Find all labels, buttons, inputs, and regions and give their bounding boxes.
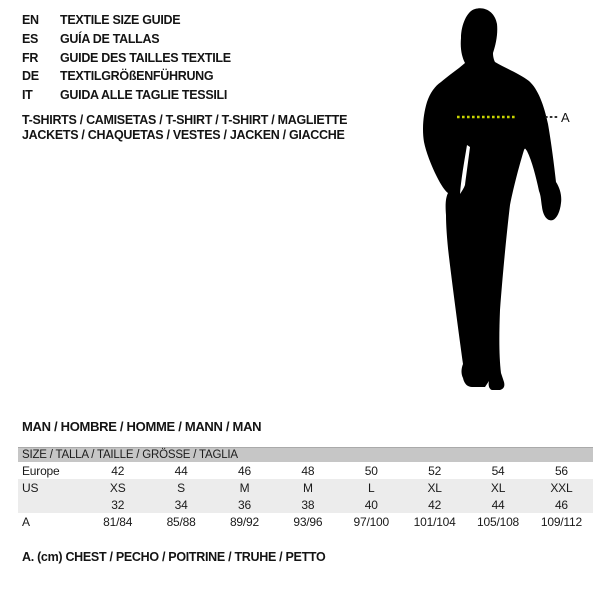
size-cell: M	[239, 480, 250, 495]
size-cell: 109/112	[540, 514, 582, 529]
man-silhouette	[423, 8, 561, 390]
section-title-man: MAN / HOMBRE / HOMME / MANN / MAN	[22, 419, 262, 434]
size-cell: 32	[111, 497, 125, 512]
size-cell: 44	[491, 497, 505, 512]
table-row-label: Europe	[22, 463, 60, 478]
table-row	[18, 496, 593, 513]
language-title: TEXTILGRÖßENFÜHRUNG	[60, 69, 214, 84]
table-row-label: US	[22, 480, 39, 495]
size-table-body	[18, 462, 593, 530]
size-cell: 54	[491, 463, 505, 478]
language-title: GUIDA ALLE TAGLIE TESSILI	[60, 88, 228, 103]
man-figure	[415, 5, 585, 395]
size-cell: 52	[428, 463, 442, 478]
language-code: DE	[22, 69, 39, 84]
language-code: ES	[22, 32, 39, 47]
category-line-jackets: JACKETS / CHAQUETAS / VESTES / JACKEN / GIACCHE	[22, 128, 345, 143]
size-cell: 93/96	[293, 514, 323, 529]
size-cell: XL	[490, 480, 506, 495]
language-code: IT	[22, 88, 33, 103]
size-cell: 48	[301, 463, 315, 478]
language-row	[22, 86, 231, 105]
size-cell: 46	[554, 497, 568, 512]
language-list	[22, 11, 231, 104]
size-cell: S	[177, 480, 185, 495]
language-row	[22, 67, 231, 86]
language-title: GUIDE DES TAILLES TEXTILE	[60, 50, 231, 65]
size-cell: M	[302, 480, 313, 495]
size-cell: 89/92	[229, 514, 259, 529]
table-row	[18, 513, 593, 530]
size-cell: 42	[428, 497, 442, 512]
size-cell: 81/84	[103, 514, 133, 529]
size-cell: 101/104	[413, 514, 456, 529]
language-title: TEXTILE SIZE GUIDE	[60, 13, 181, 28]
table-row-label	[18, 496, 86, 513]
size-cell: XS	[109, 480, 126, 495]
size-cell: 36	[238, 497, 251, 512]
size-cell: 46	[238, 463, 251, 478]
language-code: FR	[22, 50, 39, 65]
size-table-grid	[18, 462, 593, 530]
size-table-header: SIZE / TALLA / TAILLE / GRÖSSE / TAGLIA	[18, 447, 593, 462]
size-cell: 50	[364, 463, 378, 478]
size-cell: XXL	[550, 480, 573, 495]
size-cell: 42	[111, 463, 125, 478]
size-cell: 34	[174, 497, 188, 512]
size-cell: 38	[301, 497, 315, 512]
category-line-tshirts: T-SHIRTS / CAMISETAS / T-SHIRT / T-SHIRT / MAGLIETTE	[22, 113, 348, 127]
measure-label-a: A	[561, 110, 570, 125]
size-cell: XL	[427, 480, 442, 495]
language-row	[22, 11, 231, 30]
size-table	[18, 447, 593, 530]
language-row	[22, 48, 231, 67]
language-row	[22, 30, 231, 49]
size-cell: 85/88	[166, 514, 196, 529]
table-row-label: A	[22, 514, 30, 529]
table-row	[18, 479, 593, 496]
size-cell: 105/108	[477, 514, 520, 529]
size-cell: 40	[364, 497, 378, 512]
table-row	[18, 462, 593, 479]
category-lines	[22, 113, 347, 143]
language-title: GUÍA DE TALLAS	[60, 32, 160, 47]
measurement-footnote: A. (cm) CHEST / PECHO / POITRINE / TRUHE / PETTO	[22, 550, 326, 564]
size-cell: L	[368, 480, 375, 495]
language-code: EN	[22, 13, 39, 28]
size-cell: 56	[554, 463, 568, 478]
size-cell: 97/100	[353, 514, 390, 529]
man-silhouette-svg	[415, 5, 585, 395]
size-cell: 44	[174, 463, 188, 478]
